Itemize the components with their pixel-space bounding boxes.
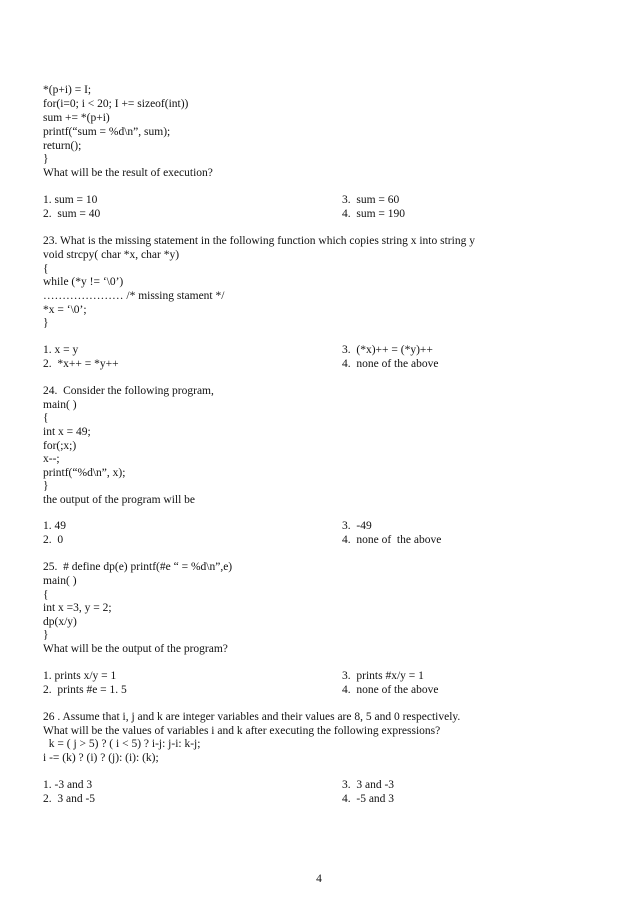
q25-code-line: int x =3, y = 2; bbox=[43, 602, 112, 614]
q26-option-1: 1. -3 and 3 bbox=[43, 779, 93, 791]
q24-code-line: x--; bbox=[43, 453, 60, 465]
q26-code-line: k = ( j > 5) ? ( i < 5) ? i-j: j-i: k-j; bbox=[43, 738, 201, 750]
q25-question-text: 25. # define dp(e) printf(#e “ = %d\n”,e) bbox=[43, 561, 233, 573]
q24-code-line: for(;x;) bbox=[43, 440, 77, 452]
q23-question-text: 23. What is the missing statement in the following function which copies string x into string y bbox=[43, 235, 475, 247]
q26-option-2: 2. 3 and -5 bbox=[43, 793, 96, 805]
q22-code-line: for(i=0; i < 20; I += sizeof(int)) bbox=[43, 98, 189, 110]
q23-option-3: 3. (*x)++ = (*y)++ bbox=[342, 344, 433, 356]
q23-code-line: } bbox=[43, 317, 49, 329]
q25-code-line: dp(x/y) bbox=[43, 616, 77, 628]
q23-option-2: 2. *x++ = *y++ bbox=[43, 358, 119, 370]
q26-option-4: 4. -5 and 3 bbox=[342, 793, 395, 805]
q22-option-1: 1. sum = 10 bbox=[43, 194, 98, 206]
q24-option-3: 3. -49 bbox=[342, 520, 372, 532]
q24-option-4: 4. none of the above bbox=[342, 534, 442, 546]
q24-question-text: the output of the program will be bbox=[43, 494, 196, 506]
q26-question-text: 26 . Assume that i, j and k are integer variables and their values are 8, 5 and 0 respectively. bbox=[43, 711, 461, 723]
q24-code-line: } bbox=[43, 480, 49, 492]
q24-option-1: 1. 49 bbox=[43, 520, 66, 532]
q24-code-line: int x = 49; bbox=[43, 426, 91, 438]
q24-option-2: 2. 0 bbox=[43, 534, 64, 546]
q22-code-line: printf(“sum = %d\n”, sum); bbox=[43, 126, 171, 138]
q22-option-3: 3. sum = 60 bbox=[342, 194, 400, 206]
q25-option-2: 2. prints #e = 1. 5 bbox=[43, 684, 127, 696]
q25-option-4: 4. none of the above bbox=[342, 684, 439, 696]
q22-code-line: return(); bbox=[43, 140, 82, 152]
q25-option-1: 1. prints x/y = 1 bbox=[43, 670, 117, 682]
page-number: 4 bbox=[316, 873, 322, 885]
q25-code-line: main( ) bbox=[43, 575, 77, 587]
q23-option-1: 1. x = y bbox=[43, 344, 79, 356]
q26-code-line: i -= (k) ? (i) ? (j): (i): (k); bbox=[43, 752, 159, 764]
q25-code-line: { bbox=[43, 589, 49, 601]
q24-code-line: { bbox=[43, 412, 49, 424]
q22-code-line: } bbox=[43, 153, 49, 165]
q25-option-3: 3. prints #x/y = 1 bbox=[342, 670, 424, 682]
q25-code-line: } bbox=[43, 629, 49, 641]
q25-question-text: What will be the output of the program? bbox=[43, 643, 228, 655]
q26-question-text: What will be the values of variables i and k after executing the following expressions? bbox=[43, 725, 441, 737]
q23-code-line: void strcpy( char *x, char *y) bbox=[43, 249, 180, 261]
q22-code-line: *(p+i) = I; bbox=[43, 84, 92, 96]
q23-code-line: while (*y != ‘\0’) bbox=[43, 276, 124, 288]
q22-option-2: 2. sum = 40 bbox=[43, 208, 101, 220]
q26-option-3: 3. 3 and -3 bbox=[342, 779, 395, 791]
q24-code-line: printf(“%d\n”, x); bbox=[43, 467, 126, 479]
q24-question-text: 24. Consider the following program, bbox=[43, 385, 214, 397]
q22-question-text: What will be the result of execution? bbox=[43, 167, 213, 179]
q22-option-4: 4. sum = 190 bbox=[342, 208, 406, 220]
q23-code-line: ………………… /* missing stament */ bbox=[43, 290, 225, 302]
q22-code-line: sum += *(p+i) bbox=[43, 112, 110, 124]
q23-code-line: *x = ‘\0’; bbox=[43, 304, 87, 316]
q23-option-4: 4. none of the above bbox=[342, 358, 439, 370]
q24-code-line: main( ) bbox=[43, 399, 77, 411]
q23-code-line: { bbox=[43, 263, 49, 275]
